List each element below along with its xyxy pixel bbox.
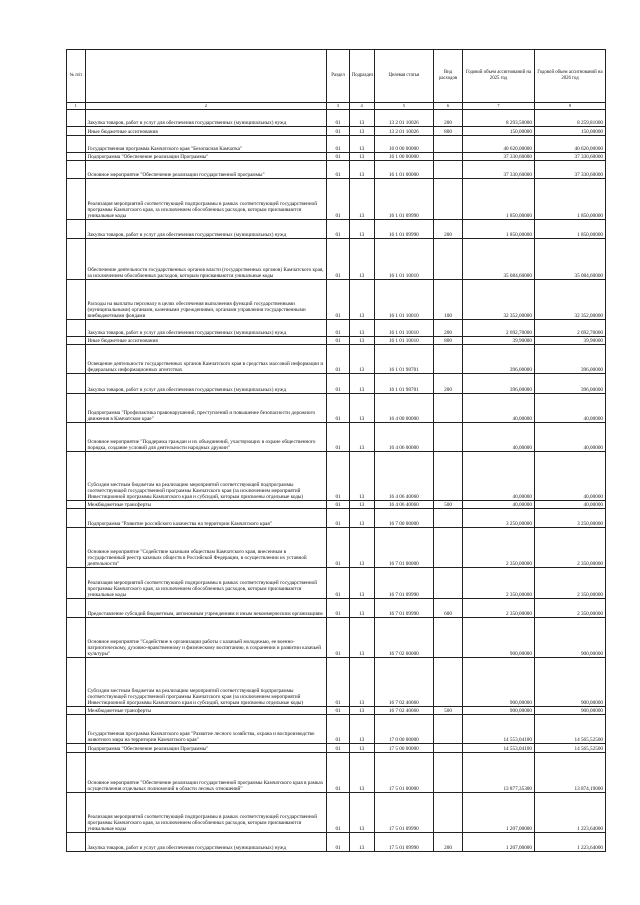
row-razdel-cell: 01 xyxy=(327,179,350,220)
row-podrazdel-cell: 13 xyxy=(349,110,374,127)
table-row xyxy=(67,501,606,509)
row-year-2-cell: 37 330,60000 xyxy=(534,153,605,161)
row-razdel-cell: 01 xyxy=(327,715,350,744)
row-year-1-cell: 2 692,70000 xyxy=(462,320,534,337)
table-row xyxy=(67,568,606,599)
row-expense-type-cell: 200 xyxy=(434,110,463,127)
table-row xyxy=(67,280,606,320)
row-year-2-cell: 13 874,19000 xyxy=(534,753,605,793)
row-target-article-cell: 16 0 00 00000 xyxy=(374,136,434,153)
row-year-1-cell: 900,00000 xyxy=(462,658,534,707)
row-target-article-cell: 17 0 00 00000 xyxy=(374,715,434,744)
row-target-article-cell: 16 7 02 40060 xyxy=(374,707,434,715)
table-row xyxy=(67,658,606,707)
row-year-2-cell: 40,00000 xyxy=(534,501,605,509)
row-expense-type-cell: 800 xyxy=(434,127,463,136)
row-number-cell xyxy=(67,618,86,658)
row-year-2-cell: 40,00000 xyxy=(534,452,605,501)
row-year-2-cell: 2 350,00000 xyxy=(534,599,605,618)
row-name-cell: Основное мероприятие "Содействие казачьим обществам Камчатского края, внесенным в государственный реестр казачьих обществ в Российской Федерации, в осуществлении их уставной деятельности" xyxy=(85,528,327,568)
row-name-cell: Иные бюджетные ассигнования xyxy=(85,127,327,136)
row-year-2-cell: 2 350,00000 xyxy=(534,528,605,568)
row-number-cell xyxy=(67,501,86,509)
row-year-1-cell: 150,00000 xyxy=(462,127,534,136)
row-expense-type-cell xyxy=(434,568,463,599)
row-expense-type-cell xyxy=(434,153,463,161)
table-row xyxy=(67,423,606,452)
row-podrazdel-cell: 13 xyxy=(349,345,374,374)
column-index: 3 xyxy=(327,103,350,110)
row-target-article-cell: 16 1 01 10010 xyxy=(374,280,434,320)
row-name-cell: Предоставление субсидий бюджетным, автономным учреждениям и иным некоммерческим организациям xyxy=(85,599,327,618)
row-year-1-cell: 396,00000 xyxy=(462,345,534,374)
header-podrazdel: Подраздел xyxy=(349,50,374,103)
row-target-article-cell: 16 1 01 10010 xyxy=(374,320,434,337)
row-year-1-cell: 1 850,00000 xyxy=(462,179,534,220)
row-target-article-cell: 16 7 02 00000 xyxy=(374,618,434,658)
row-expense-type-cell xyxy=(434,423,463,452)
column-index: 4 xyxy=(349,103,374,110)
row-number-cell xyxy=(67,599,86,618)
table-row xyxy=(67,833,606,852)
row-podrazdel-cell: 13 xyxy=(349,153,374,161)
row-number-cell xyxy=(67,528,86,568)
row-year-1-cell: 37 330,60000 xyxy=(462,153,534,161)
row-year-2-cell: 396,00000 xyxy=(534,374,605,394)
row-number-cell xyxy=(67,239,86,280)
table-row xyxy=(67,127,606,136)
row-name-cell: Подпрограмма "Развитие российского казачества на территории Камчатского края" xyxy=(85,509,327,528)
row-podrazdel-cell: 13 xyxy=(349,658,374,707)
row-podrazdel-cell: 13 xyxy=(349,715,374,744)
row-year-1-cell: 2 350,00000 xyxy=(462,599,534,618)
row-podrazdel-cell: 13 xyxy=(349,528,374,568)
row-name-cell: Субсидии местным бюджетам на реализацию мероприятий соответствующей подпрограммы соответствующей государственной программы Камчатского края (за исключением мероприятий Инвестиционной программы Камчатского края и субсидий, которым присвоены отдельные коды) xyxy=(85,452,327,501)
row-name-cell: Закупка товаров, работ и услуг для обеспечения государственных (муниципальных) нужд xyxy=(85,320,327,337)
table-row xyxy=(67,599,606,618)
row-year-2-cell: 900,00000 xyxy=(534,618,605,658)
row-razdel-cell: 01 xyxy=(327,423,350,452)
budget-table xyxy=(66,49,606,852)
row-number-cell xyxy=(67,509,86,528)
row-year-2-cell: 8 259,81000 xyxy=(534,110,605,127)
row-target-article-cell: 13 2 01 10026 xyxy=(374,127,434,136)
row-name-cell: Закупка товаров, работ и услуг для обеспечения государственных (муниципальных) нужд xyxy=(85,110,327,127)
row-podrazdel-cell: 13 xyxy=(349,707,374,715)
row-year-1-cell: 40,00000 xyxy=(462,423,534,452)
row-expense-type-cell xyxy=(434,136,463,153)
row-expense-type-cell xyxy=(434,528,463,568)
row-target-article-cell: 16 1 00 00000 xyxy=(374,153,434,161)
row-razdel-cell: 01 xyxy=(327,127,350,136)
row-name-cell: Закупка товаров, работ и услуг для обеспечения государственных (муниципальных) нужд xyxy=(85,374,327,394)
row-year-2-cell: 396,00000 xyxy=(534,345,605,374)
row-podrazdel-cell: 13 xyxy=(349,423,374,452)
table-row xyxy=(67,161,606,179)
row-name-cell: Государственная программа Камчатского края "Безопасная Камчатка" xyxy=(85,136,327,153)
row-number-cell xyxy=(67,136,86,153)
row-podrazdel-cell: 13 xyxy=(349,320,374,337)
row-expense-type-cell xyxy=(434,509,463,528)
row-year-2-cell: 2 692,70000 xyxy=(534,320,605,337)
header-year-2: Годовой объем ассигнований на 2026 год xyxy=(534,50,605,103)
row-name-cell: Подпрограмма "Обеспечение реализации Программы" xyxy=(85,153,327,161)
row-number-cell xyxy=(67,658,86,707)
row-expense-type-cell xyxy=(434,715,463,744)
row-podrazdel-cell: 13 xyxy=(349,753,374,793)
table-row xyxy=(67,220,606,239)
row-podrazdel-cell: 13 xyxy=(349,833,374,852)
row-expense-type-cell xyxy=(434,658,463,707)
table-row xyxy=(67,452,606,501)
row-year-2-cell: 150,00000 xyxy=(534,127,605,136)
row-target-article-cell: 16 1 01 00000 xyxy=(374,161,434,179)
row-expense-type-cell xyxy=(434,345,463,374)
row-year-2-cell: 40,00000 xyxy=(534,423,605,452)
row-expense-type-cell xyxy=(434,793,463,833)
row-name-cell: Основное мероприятие "Содействие в организации работы с казачьей молодежью, ее военно-патриотическому, духовно-нравственному и физическому воспитанию, в сохранении и развитии казачьей культуры" xyxy=(85,618,327,658)
header-name xyxy=(85,50,327,103)
row-target-article-cell: 17 5 00 00000 xyxy=(374,744,434,753)
header-target-article: Целевая статья xyxy=(374,50,434,103)
row-name-cell: Освещение деятельности государственных органов Камчатского края в средствах массовой информации и федеральных информационных агентствах xyxy=(85,345,327,374)
table-row xyxy=(67,528,606,568)
row-year-2-cell: 32 352,00000 xyxy=(534,280,605,320)
table-row xyxy=(67,374,606,394)
row-number-cell xyxy=(67,161,86,179)
row-number-cell xyxy=(67,153,86,161)
row-year-2-cell: 40,00000 xyxy=(534,394,605,423)
row-target-article-cell: 16 1 01 09990 xyxy=(374,179,434,220)
table-row xyxy=(67,337,606,345)
row-expense-type-cell: 600 xyxy=(434,599,463,618)
row-year-2-cell: 2 350,00000 xyxy=(534,568,605,599)
table-row xyxy=(67,715,606,744)
table-row xyxy=(67,153,606,161)
row-razdel-cell: 01 xyxy=(327,161,350,179)
row-year-1-cell: 1 207,00000 xyxy=(462,793,534,833)
row-expense-type-cell: 200 xyxy=(434,374,463,394)
row-razdel-cell: 01 xyxy=(327,509,350,528)
row-name-cell: Субсидии местным бюджетам на реализацию мероприятий соответствующей подпрограммы соответствующей государственной программы Камчатского края (за исключением мероприятий Инвестиционной программы Камчатского края и субсидий, которым присвоены отдельные коды) xyxy=(85,658,327,707)
row-year-1-cell: 14 553,04100 xyxy=(462,715,534,744)
row-name-cell: Подпрограмма "Профилактика правонарушений, преступлений и повышение безопасности дорожного движения в Камчатском крае" xyxy=(85,394,327,423)
row-year-1-cell: 37 330,60000 xyxy=(462,161,534,179)
row-year-1-cell: 40,00000 xyxy=(462,452,534,501)
row-number-cell xyxy=(67,110,86,127)
header-num: № п/п xyxy=(67,50,86,103)
row-razdel-cell: 01 xyxy=(327,280,350,320)
row-year-2-cell: 1 850,00000 xyxy=(534,179,605,220)
row-number-cell xyxy=(67,715,86,744)
row-number-cell xyxy=(67,127,86,136)
row-razdel-cell: 01 xyxy=(327,568,350,599)
row-number-cell xyxy=(67,220,86,239)
table-row xyxy=(67,345,606,374)
row-podrazdel-cell: 13 xyxy=(349,337,374,345)
row-number-cell xyxy=(67,753,86,793)
row-name-cell: Межбюджетные трансферты xyxy=(85,501,327,509)
column-index-row xyxy=(67,103,606,110)
row-razdel-cell: 01 xyxy=(327,707,350,715)
row-podrazdel-cell: 13 xyxy=(349,452,374,501)
row-target-article-cell: 17 5 01 09990 xyxy=(374,793,434,833)
row-name-cell: Реализация мероприятий соответствующей подпрограммы в рамках соответствующей государственной программы Камчатского края, за исключением обособленных расходов, которым присваиваются уникальные коды xyxy=(85,179,327,220)
row-name-cell: Реализация мероприятий соответствующей подпрограммы в рамках соответствующей государственной программы Камчатского края, за исключением обособленных расходов, которым присваиваются уникальные коды xyxy=(85,568,327,599)
table-row xyxy=(67,509,606,528)
row-podrazdel-cell: 13 xyxy=(349,374,374,394)
row-razdel-cell: 01 xyxy=(327,501,350,509)
row-name-cell: Иные бюджетные ассигнования xyxy=(85,337,327,345)
row-expense-type-cell xyxy=(434,179,463,220)
row-target-article-cell: 16 7 02 40060 xyxy=(374,658,434,707)
row-expense-type-cell xyxy=(434,744,463,753)
row-target-article-cell: 16 4 00 00000 xyxy=(374,394,434,423)
row-year-2-cell: 1 223,64000 xyxy=(534,833,605,852)
row-target-article-cell: 13 2 01 10026 xyxy=(374,110,434,127)
row-number-cell xyxy=(67,707,86,715)
row-number-cell xyxy=(67,320,86,337)
row-target-article-cell: 16 4 06 00000 xyxy=(374,423,434,452)
table-row xyxy=(67,136,606,153)
row-expense-type-cell xyxy=(434,753,463,793)
row-podrazdel-cell: 13 xyxy=(349,509,374,528)
row-name-cell: Закупка товаров, работ и услуг для обеспечения государственных (муниципальных) нужд xyxy=(85,220,327,239)
row-target-article-cell: 16 7 01 09990 xyxy=(374,568,434,599)
table-header xyxy=(67,50,606,103)
row-year-2-cell: 900,00000 xyxy=(534,658,605,707)
row-razdel-cell: 01 xyxy=(327,618,350,658)
row-podrazdel-cell: 13 xyxy=(349,394,374,423)
row-year-2-cell: 1 850,00000 xyxy=(534,220,605,239)
row-number-cell xyxy=(67,744,86,753)
row-year-1-cell: 40 620,00000 xyxy=(462,136,534,153)
row-razdel-cell: 01 xyxy=(327,744,350,753)
table-row xyxy=(67,793,606,833)
row-year-1-cell: 39,90000 xyxy=(462,337,534,345)
row-razdel-cell: 01 xyxy=(327,153,350,161)
row-expense-type-cell xyxy=(434,161,463,179)
row-year-1-cell: 14 553,04100 xyxy=(462,744,534,753)
row-razdel-cell: 01 xyxy=(327,452,350,501)
header-razdel: Раздел xyxy=(327,50,350,103)
row-year-1-cell: 900,00000 xyxy=(462,618,534,658)
row-number-cell xyxy=(67,179,86,220)
row-razdel-cell: 01 xyxy=(327,599,350,618)
row-year-1-cell: 1 207,00000 xyxy=(462,833,534,852)
row-razdel-cell: 01 xyxy=(327,239,350,280)
row-target-article-cell: 16 1 01 98701 xyxy=(374,345,434,374)
row-podrazdel-cell: 13 xyxy=(349,568,374,599)
row-year-1-cell: 32 352,00000 xyxy=(462,280,534,320)
row-number-cell xyxy=(67,394,86,423)
row-razdel-cell: 01 xyxy=(327,394,350,423)
row-razdel-cell: 01 xyxy=(327,528,350,568)
row-podrazdel-cell: 13 xyxy=(349,744,374,753)
row-target-article-cell: 16 1 01 10010 xyxy=(374,239,434,280)
row-razdel-cell: 01 xyxy=(327,220,350,239)
row-target-article-cell: 17 5 01 00000 xyxy=(374,753,434,793)
row-podrazdel-cell: 13 xyxy=(349,136,374,153)
row-year-1-cell: 2 350,00000 xyxy=(462,568,534,599)
row-number-cell xyxy=(67,280,86,320)
row-name-cell: Обеспечение деятельности государственных органов власти (государственных органов) Камчатского края, за исключением обособленных расходов, которым присваиваются уникальные коды xyxy=(85,239,327,280)
row-name-cell: Закупка товаров, работ и услуг для обеспечения государственных (муниципальных) нужд xyxy=(85,833,327,852)
row-target-article-cell: 16 1 01 09990 xyxy=(374,220,434,239)
row-year-1-cell: 1 850,00000 xyxy=(462,220,534,239)
row-year-1-cell: 396,00000 xyxy=(462,374,534,394)
row-year-2-cell: 1 223,64000 xyxy=(534,793,605,833)
table-row xyxy=(67,707,606,715)
row-number-cell xyxy=(67,423,86,452)
row-year-1-cell: 40,00000 xyxy=(462,394,534,423)
header-year-1: Годовой объем ассигнований на 2025 год xyxy=(462,50,534,103)
row-year-2-cell: 3 250,00000 xyxy=(534,509,605,528)
row-number-cell xyxy=(67,793,86,833)
row-name-cell: Основное мероприятие "Поддержка граждан и их объединений, участвующих в охране общественного порядка, создание условий для деятельности народных дружин" xyxy=(85,423,327,452)
row-razdel-cell: 01 xyxy=(327,793,350,833)
table-row xyxy=(67,753,606,793)
row-number-cell xyxy=(67,833,86,852)
column-index: 8 xyxy=(534,103,605,110)
row-target-article-cell: 16 4 06 40060 xyxy=(374,452,434,501)
table-row xyxy=(67,320,606,337)
row-expense-type-cell xyxy=(434,394,463,423)
column-index: 6 xyxy=(434,103,463,110)
row-number-cell xyxy=(67,337,86,345)
row-razdel-cell: 01 xyxy=(327,110,350,127)
row-expense-type-cell: 500 xyxy=(434,501,463,509)
row-name-cell: Межбюджетные трансферты xyxy=(85,707,327,715)
row-year-1-cell: 40,00000 xyxy=(462,501,534,509)
table-row xyxy=(67,179,606,220)
row-expense-type-cell: 200 xyxy=(434,220,463,239)
row-podrazdel-cell: 13 xyxy=(349,161,374,179)
row-name-cell: Подпрограмма "Обеспечение реализации Программы" xyxy=(85,744,327,753)
row-name-cell: Основное мероприятие "Обеспечение реализации государственной программы Камчатского края в рамках осуществления отдельных полномочий в области лесных отношений" xyxy=(85,753,327,793)
column-index: 5 xyxy=(374,103,434,110)
row-expense-type-cell: 200 xyxy=(434,833,463,852)
row-razdel-cell: 01 xyxy=(327,374,350,394)
row-year-2-cell: 14 565,52500 xyxy=(534,715,605,744)
row-target-article-cell: 16 4 06 40060 xyxy=(374,501,434,509)
table-row xyxy=(67,618,606,658)
row-razdel-cell: 01 xyxy=(327,658,350,707)
row-podrazdel-cell: 13 xyxy=(349,179,374,220)
row-year-1-cell: 2 350,00000 xyxy=(462,528,534,568)
row-year-2-cell: 14 565,52500 xyxy=(534,744,605,753)
row-number-cell xyxy=(67,452,86,501)
row-target-article-cell: 17 5 01 09990 xyxy=(374,833,434,852)
row-expense-type-cell xyxy=(434,239,463,280)
row-number-cell xyxy=(67,345,86,374)
row-number-cell xyxy=(67,568,86,599)
row-expense-type-cell: 800 xyxy=(434,337,463,345)
row-year-1-cell: 35 084,60000 xyxy=(462,239,534,280)
row-target-article-cell: 16 7 01 00000 xyxy=(374,528,434,568)
row-podrazdel-cell: 13 xyxy=(349,127,374,136)
row-year-1-cell: 900,00000 xyxy=(462,707,534,715)
table-row xyxy=(67,110,606,127)
row-podrazdel-cell: 13 xyxy=(349,793,374,833)
row-year-1-cell: 13 877,35300 xyxy=(462,753,534,793)
row-podrazdel-cell: 13 xyxy=(349,239,374,280)
row-name-cell: Основное мероприятие "Обеспечение реализации государственной программы" xyxy=(85,161,327,179)
row-target-article-cell: 16 1 01 98701 xyxy=(374,374,434,394)
row-expense-type-cell: 200 xyxy=(434,320,463,337)
row-podrazdel-cell: 13 xyxy=(349,501,374,509)
row-target-article-cell: 16 1 01 10010 xyxy=(374,337,434,345)
row-podrazdel-cell: 13 xyxy=(349,220,374,239)
row-razdel-cell: 01 xyxy=(327,753,350,793)
row-name-cell: Расходы на выплаты персоналу в целях обеспечения выполнения функций государственными (муниципальными) органами, казенными учреждениями, органами управления государственными внебюджетными фондами xyxy=(85,280,327,320)
table-row xyxy=(67,744,606,753)
row-year-1-cell: 3 250,00000 xyxy=(462,509,534,528)
row-razdel-cell: 01 xyxy=(327,345,350,374)
row-target-article-cell: 16 7 00 00000 xyxy=(374,509,434,528)
row-podrazdel-cell: 13 xyxy=(349,280,374,320)
row-expense-type-cell xyxy=(434,618,463,658)
row-razdel-cell: 01 xyxy=(327,136,350,153)
column-index: 2 xyxy=(85,103,327,110)
row-expense-type-cell: 500 xyxy=(434,707,463,715)
row-year-2-cell: 900,00000 xyxy=(534,707,605,715)
table-row xyxy=(67,394,606,423)
column-index: 1 xyxy=(67,103,86,110)
row-name-cell: Государственная программа Камчатского края "Развитие лесного хозяйства, охрана и воспроизводство животного мира на территории Камчатского края" xyxy=(85,715,327,744)
header-expense-type: Вид расходов xyxy=(434,50,463,103)
row-expense-type-cell xyxy=(434,452,463,501)
row-year-2-cell: 39,90000 xyxy=(534,337,605,345)
table-body xyxy=(67,110,606,852)
row-name-cell: Реализация мероприятий соответствующей подпрограммы в рамках соответствующей государственной программы Камчатского края, за исключением обособленных расходов, которым присваиваются уникальные коды xyxy=(85,793,327,833)
row-year-1-cell: 8 293,50000 xyxy=(462,110,534,127)
row-number-cell xyxy=(67,374,86,394)
row-target-article-cell: 16 7 01 09990 xyxy=(374,599,434,618)
column-index: 7 xyxy=(462,103,534,110)
row-podrazdel-cell: 13 xyxy=(349,618,374,658)
row-razdel-cell: 01 xyxy=(327,320,350,337)
row-razdel-cell: 01 xyxy=(327,337,350,345)
row-expense-type-cell: 100 xyxy=(434,280,463,320)
row-year-2-cell: 37 330,60000 xyxy=(534,161,605,179)
row-year-2-cell: 40 620,00000 xyxy=(534,136,605,153)
row-podrazdel-cell: 13 xyxy=(349,599,374,618)
row-razdel-cell: 01 xyxy=(327,833,350,852)
row-year-2-cell: 35 084,60000 xyxy=(534,239,605,280)
table-row xyxy=(67,239,606,280)
